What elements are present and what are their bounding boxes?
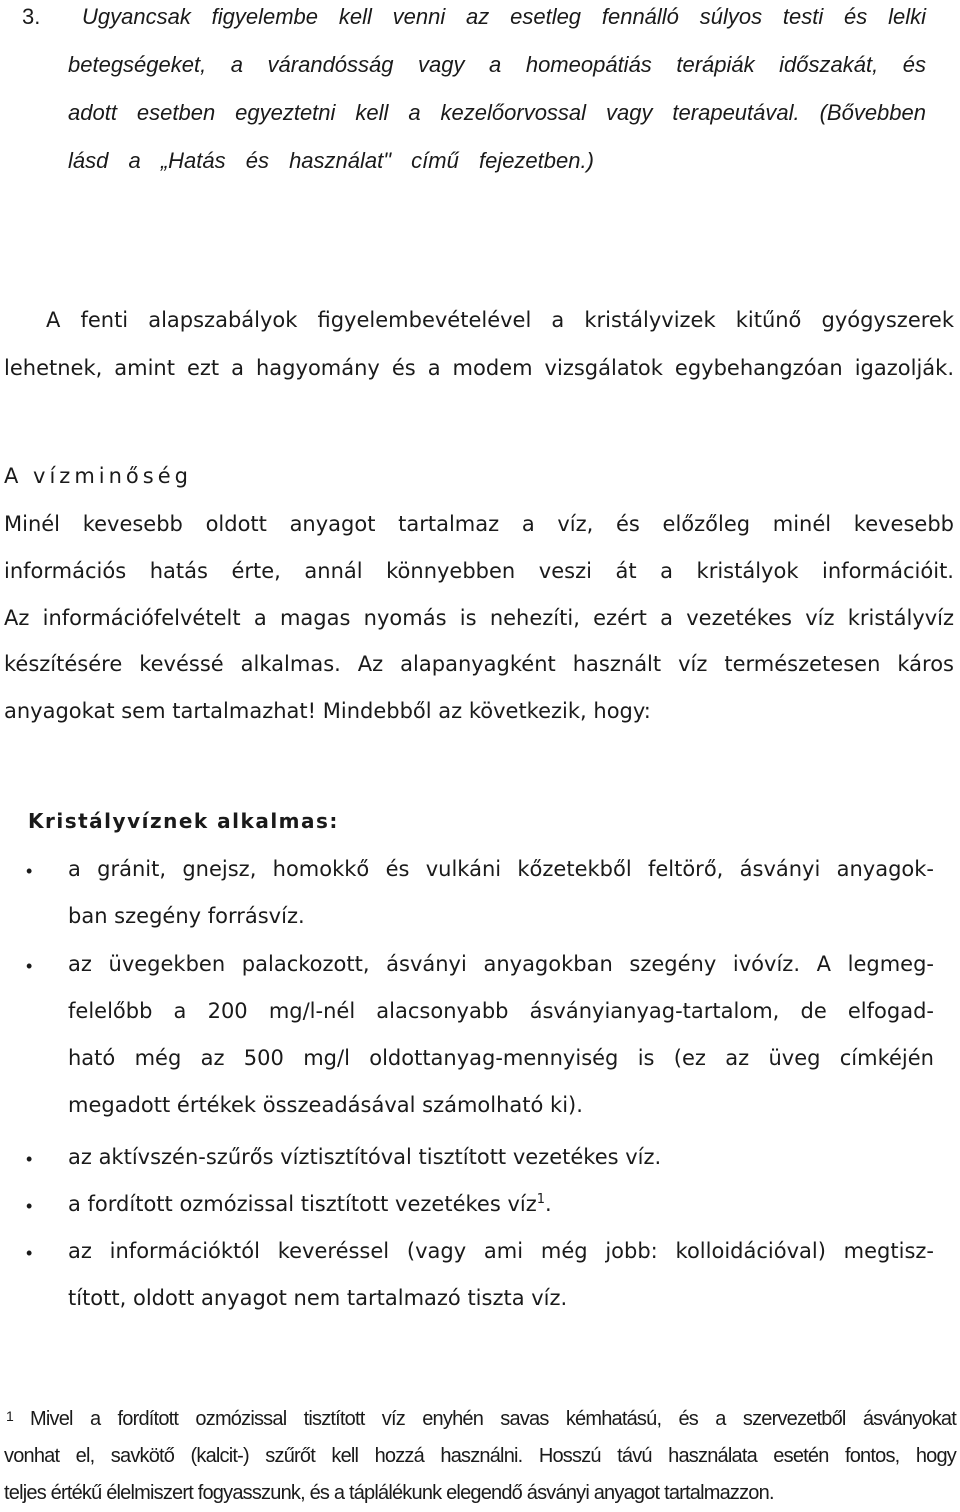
item-3-line-4: lásd a „Hatás és használat" című fejezetben.) (68, 148, 594, 173)
item-3-line-2: betegségeket, a várandósság vagy a homeopátiás terápiák időszakát, és (68, 52, 926, 77)
section-heading: A vízminőség (4, 464, 192, 488)
footnote-number: 1 (6, 1408, 14, 1424)
bullet-icon: • (26, 1243, 33, 1263)
footnote-line-2: vonhat el, savkötő (kalcit-) szűrőt kell hozzá használni. Hosszú távú használata esetén fontos, hogy (4, 1445, 956, 1467)
section-line-2: információs hatás érte, annál könnyebben veszi át a kristályok információit. (4, 559, 954, 583)
section-line-1: Minél kevesebb oldott anyagot tartalmaz a víz, és előzőleg minél kevesebb (4, 512, 954, 536)
section-line-4: készítésére kevéssé alkalmas. Az alapanyagként használt víz természetesen káros (4, 652, 954, 676)
list-item-line: az aktívszén-szűrős víztisztítóval tisztított vezetékes víz. (68, 1145, 662, 1169)
list-item-line: az információktól keveréssel (vagy ami még jobb: kolloidációval) megtisz- (68, 1239, 934, 1263)
suitable-heading: Kristályvíznek alkalmas: (28, 809, 339, 833)
bullet-icon: • (26, 861, 33, 881)
section-line-5: anyagokat sem tartalmazhat! Mindebből az következik, hogy: (4, 699, 651, 723)
bullet-icon: • (26, 956, 33, 976)
footnote-line-3: teljes értékű élelmiszert fogyasszunk, és a táplálékunk elegendő ásványi anyagot tartalmazzon. (4, 1482, 774, 1504)
list-item-line: felelőbb a 200 mg/l-nél alacsonyabb ásványianyag-tartalom, de elfogad- (68, 999, 934, 1023)
bullet-icon: • (26, 1196, 33, 1216)
list-item-line: megadott értékek összeadásával számolható ki). (68, 1093, 583, 1117)
list-item-tail: . (545, 1192, 552, 1216)
intro-line-1: A fenti alapszabályok figyelembevételével a kristályvizek kitűnő gyógyszerek (46, 308, 954, 332)
list-item-line: ható még az 500 mg/l oldottanyag-mennyiség is (ez az üveg címkéjén (68, 1046, 934, 1070)
list-item-line: tított, oldott anyagot nem tartalmazó tiszta víz. (68, 1286, 568, 1310)
list-item (68, 1192, 552, 1216)
item-3-line-3: adott esetben egyeztetni kell a kezelőorvossal vagy terapeutával. (Bővebben (68, 100, 926, 125)
list-item-line: a fordított ozmózissal tisztított vezetékes víz (68, 1192, 537, 1216)
intro-line-2: lehetnek, amint ezt a hagyomány és a modem vizsgálatok egybehangzóan igazolják. (4, 356, 954, 380)
footnote-line-1: Mivel a fordított ozmózissal tisztított víz enyhén savas kémhatású, és a szervezetből ásványokat (30, 1408, 956, 1430)
item-number: 3. (22, 4, 41, 29)
list-item-line: ban szegény forrásvíz. (68, 904, 305, 928)
list-item-line: a gránit, gnejsz, homokkő és vulkáni kőzetekből feltörő, ásványi anyagok- (68, 857, 934, 881)
list-item-line: az üvegekben palackozott, ásványi anyagokban szegény ivóvíz. A legmeg- (68, 952, 934, 976)
item-3-line-1: Ugyancsak figyelembe kell venni az esetleg fennálló súlyos testi és lelki (82, 4, 926, 29)
section-line-3: Az információfelvételt a magas nyomás is nehezíti, ezért a vezetékes víz kristályvíz (4, 606, 954, 630)
bullet-icon: • (26, 1149, 33, 1169)
footnote-ref[interactable]: 1 (536, 1192, 546, 1207)
